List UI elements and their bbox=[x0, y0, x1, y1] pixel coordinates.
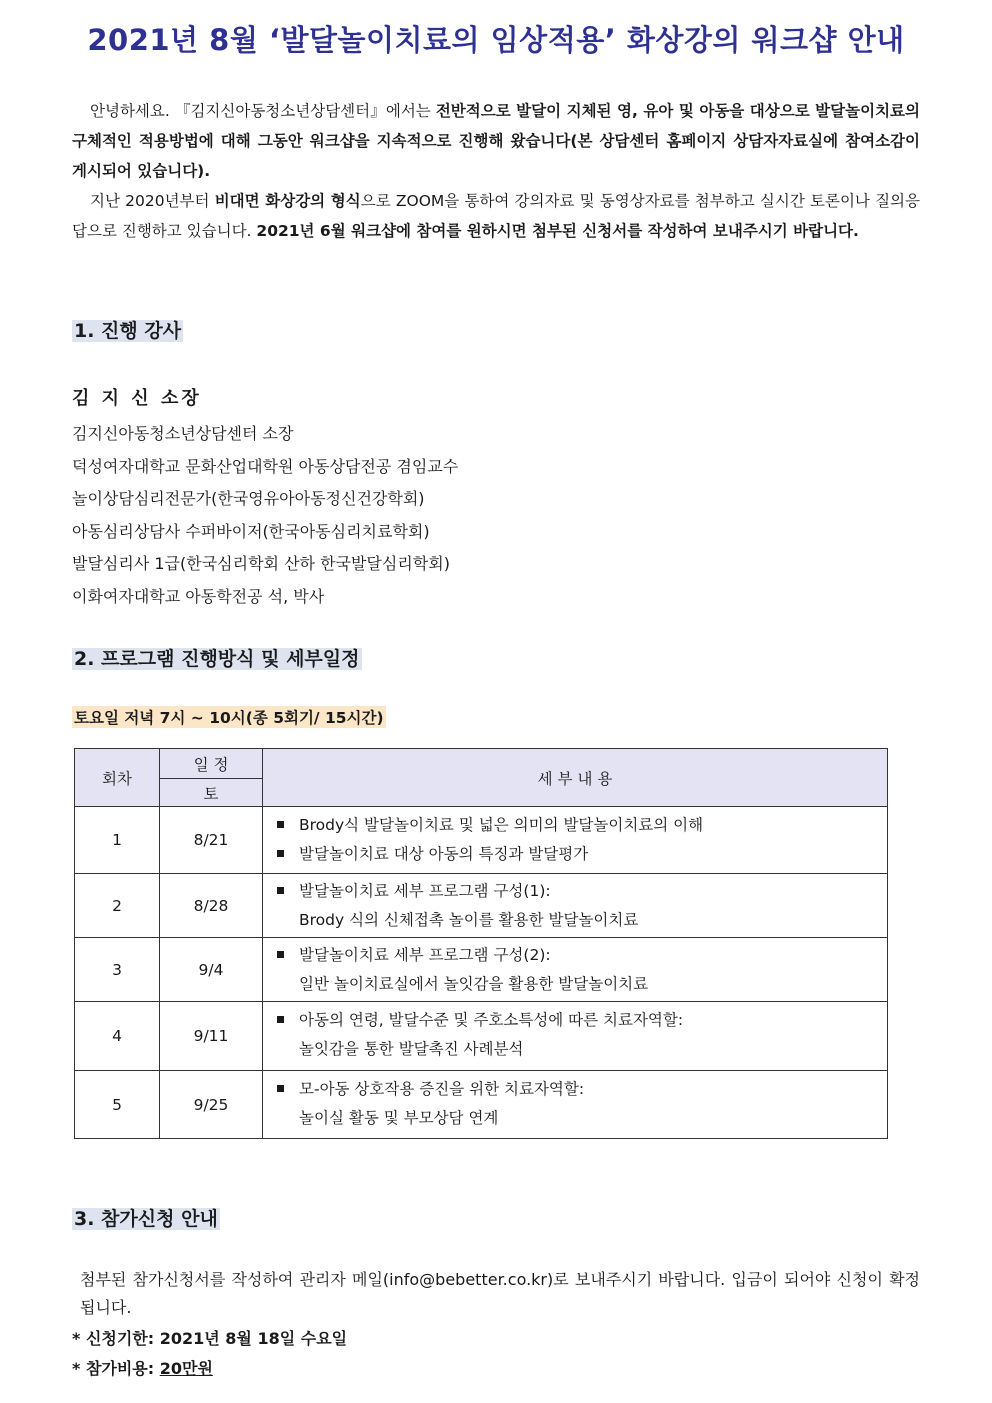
intro-paragraph-2 bbox=[72, 186, 920, 246]
content-text: Brody식 발달놀이치료 및 넓은 의미의 발달놀이치료의 이해 bbox=[299, 816, 704, 834]
content-text-continued: 놀잇감을 통한 발달촉진 사례분석 bbox=[299, 1040, 524, 1058]
career-item: 이화여자대학교 아동학전공 석, 박사 bbox=[72, 586, 325, 606]
intro-text bbox=[72, 96, 920, 246]
career-item: 아동심리상담사 수퍼바이저(한국아동심리치료학회) bbox=[72, 521, 430, 541]
list-item bbox=[275, 1075, 887, 1133]
content-text: 모-아동 상호작용 증진을 위한 치료자역할: bbox=[299, 1080, 585, 1098]
section-1-title: 1. 진행 강사 bbox=[74, 320, 182, 342]
table-row bbox=[75, 874, 888, 938]
session-date: 9/11 bbox=[160, 1002, 263, 1071]
session-content bbox=[263, 874, 888, 938]
session-content bbox=[263, 807, 888, 874]
bullet-square-icon bbox=[277, 821, 284, 828]
intro-paragraph-1 bbox=[72, 96, 920, 186]
table-row bbox=[75, 1002, 888, 1071]
bullet-square-icon bbox=[277, 1016, 284, 1023]
intro-p2-text-b: 으로 ZOOM을 통하여 강의자료 및 동영상자료를 첨부하고 실시간 토론이나 질의응답으로 진행하고 있습니다. bbox=[72, 192, 920, 240]
session-content bbox=[263, 938, 888, 1002]
bullet-square-icon bbox=[277, 951, 284, 958]
session-content bbox=[263, 1002, 888, 1071]
bullet-square-icon bbox=[277, 887, 284, 894]
instructor-name: 김 지 신 소장 bbox=[72, 388, 202, 409]
career-item: 놀이상담심리전문가(한국영유아아동정신건강학회) bbox=[72, 489, 425, 509]
section-3-heading bbox=[72, 1204, 220, 1231]
header-day: 토 bbox=[160, 779, 263, 807]
list-item bbox=[275, 877, 887, 935]
intro-p1-bold: 전반적으로 발달이 지체된 영, 유아 및 아동을 대상으로 발달놀이치료의 구체적인 적용방법에 대해 그동안 워크샵을 지속적으로 진행해 왔습니다(본 상담센터 홈페이지 상담자자료실에 참여소감이 게시되어 있습니다). bbox=[72, 102, 920, 180]
table-header-row bbox=[75, 749, 888, 779]
list-item bbox=[275, 941, 887, 999]
content-text: 발달놀이치료 대상 아동의 특징과 발달평가 bbox=[299, 845, 589, 863]
schedule-note: 토요일 저녁 7시 ~ 10시(종 5회기/ 15시간) bbox=[72, 706, 386, 728]
session-number: 3 bbox=[75, 938, 160, 1002]
session-content bbox=[263, 1071, 888, 1139]
table-row bbox=[75, 938, 888, 1002]
bullet-square-icon bbox=[277, 850, 284, 857]
section-1-heading bbox=[72, 316, 183, 343]
session-date: 8/28 bbox=[160, 874, 263, 938]
content-text: 발달놀이치료 세부 프로그램 구성(1): bbox=[299, 882, 551, 900]
header-session: 회차 bbox=[75, 749, 160, 807]
list-item bbox=[275, 840, 887, 869]
content-text-continued: Brody 식의 신체접촉 놀이를 활용한 발달놀이치료 bbox=[299, 911, 639, 929]
fee-value: 20만원 bbox=[159, 1359, 213, 1378]
content-text-continued: 놀이실 활동 및 부모상담 연계 bbox=[299, 1109, 499, 1127]
application-notes bbox=[72, 1324, 347, 1384]
section-2-heading bbox=[72, 644, 362, 671]
fee-note bbox=[72, 1354, 347, 1384]
career-item: 김지신아동청소년상담센터 소장 bbox=[72, 424, 294, 443]
list-item bbox=[275, 1006, 887, 1064]
content-text: 아동의 연령, 발달수준 및 주호소특성에 따른 치료자역할: bbox=[299, 1011, 684, 1029]
bullet-square-icon bbox=[277, 1085, 284, 1092]
content-text: 발달놀이치료 세부 프로그램 구성(2): bbox=[299, 946, 551, 964]
career-item: 발달심리사 1급(한국심리학회 산하 한국발달심리학회) bbox=[72, 554, 450, 574]
list-item bbox=[275, 811, 887, 840]
session-number: 2 bbox=[75, 874, 160, 938]
session-date: 9/4 bbox=[160, 938, 263, 1002]
schedule-table bbox=[74, 748, 888, 1139]
table-row bbox=[75, 807, 888, 874]
page-title: 2021년 8월 ‘발달놀이치료의 임상적용’ 화상강의 워크샵 안내 bbox=[87, 23, 905, 57]
intro-p2-bold-a: 비대면 화상강의 형식 bbox=[214, 192, 361, 210]
session-date: 9/25 bbox=[160, 1071, 263, 1139]
intro-p2-text-a: 지난 2020년부터 bbox=[90, 192, 215, 210]
application-text: 첨부된 참가신청서를 작성하여 관리자 메일(info@bebetter.co.kr)로 보내주시기 바랍니다. 입금이 되어야 신청이 확정됩니다. bbox=[80, 1270, 920, 1317]
intro-p1-text: 안녕하세요. 『김지신아동청소년상담센터』에서는 bbox=[90, 102, 436, 120]
header-date: 일 정 bbox=[160, 749, 263, 779]
instructor-career-list bbox=[72, 418, 458, 614]
section-3-title: 3. 참가신청 안내 bbox=[74, 1208, 218, 1230]
intro-p2-bold-b: 2021년 6월 워크샵에 참여를 원하시면 첨부된 신청서를 작성하여 보내주시기 바랍니다. bbox=[256, 222, 859, 240]
fee-label: * 참가비용: bbox=[72, 1359, 160, 1378]
career-item: 덕성여자대학교 문화산업대학원 아동상담전공 겸임교수 bbox=[72, 456, 459, 476]
session-number: 1 bbox=[75, 807, 160, 874]
header-content: 세 부 내 용 bbox=[263, 749, 888, 807]
session-number: 4 bbox=[75, 1002, 160, 1071]
session-date: 8/21 bbox=[160, 807, 263, 874]
table-row bbox=[75, 1071, 888, 1139]
deadline-note: * 신청기한: 2021년 8월 18일 수요일 bbox=[72, 1329, 348, 1348]
session-number: 5 bbox=[75, 1071, 160, 1139]
content-text-continued: 일반 놀이치료실에서 놀잇감을 활용한 발달놀이치료 bbox=[299, 975, 649, 993]
section-2-title: 2. 프로그램 진행방식 및 세부일정 bbox=[74, 648, 360, 670]
